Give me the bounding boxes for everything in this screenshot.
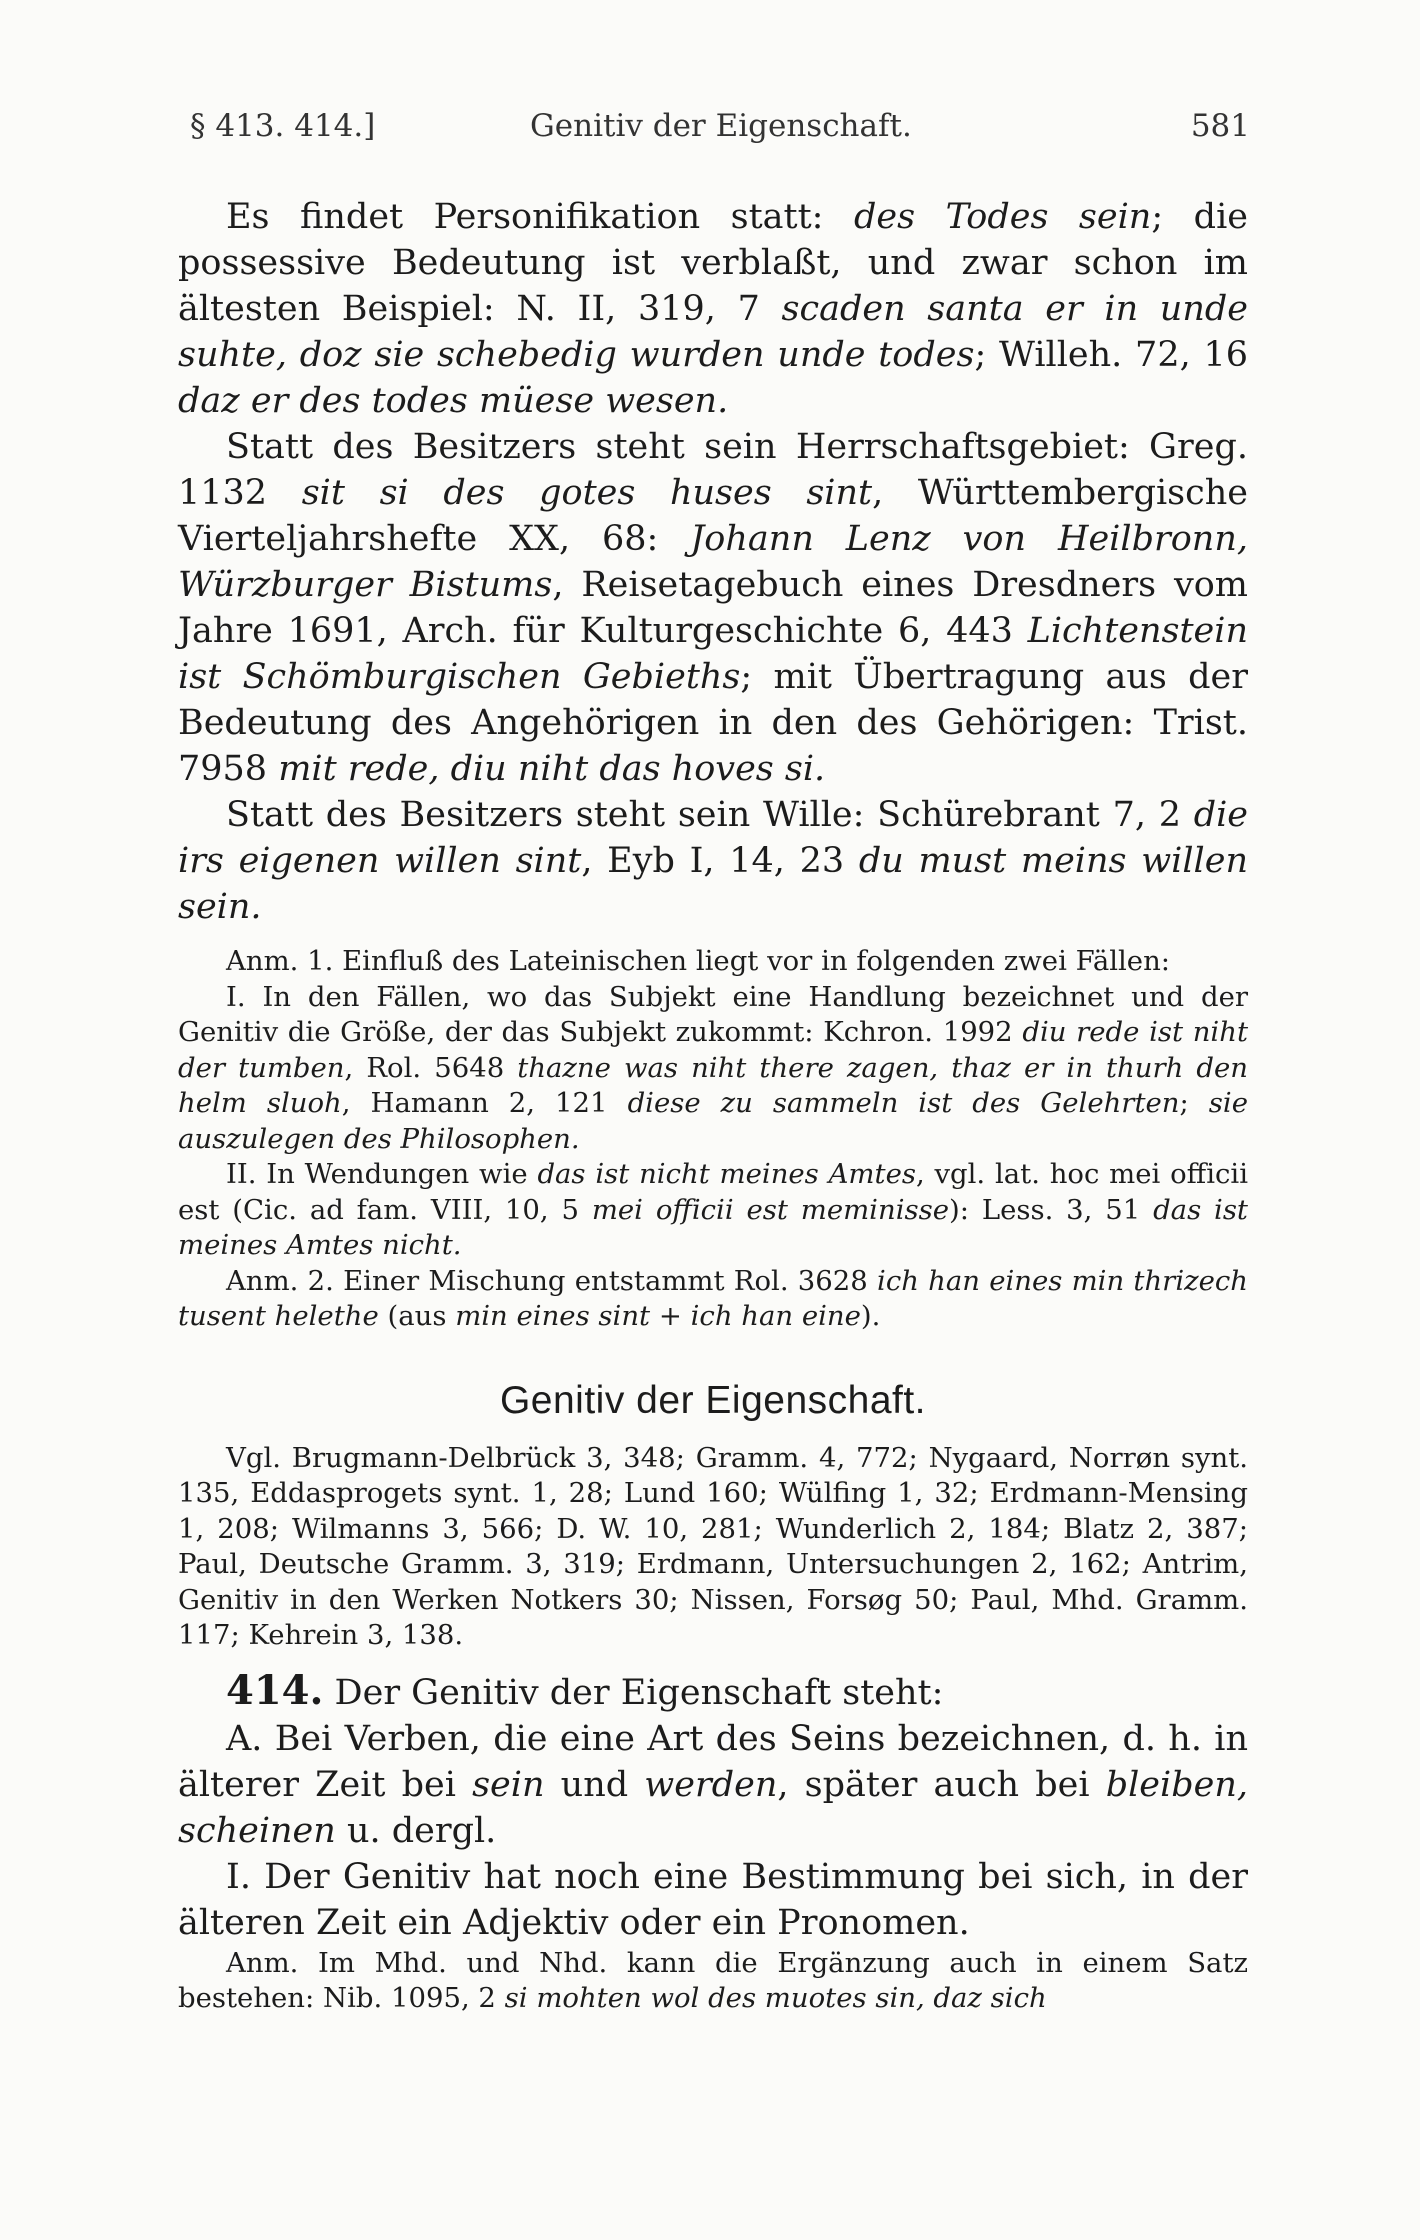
note-anm-2: Anm. 2. Einer Mischung entstammt Rol. 3628 ich han eines min thrizech tusent helethe (aus min eines sint + ich han eine). <box>178 1264 1249 1332</box>
section-number: 414. <box>226 1666 324 1714</box>
section-heading: Genitiv der Eigenschaft. <box>499 1378 927 1422</box>
paragraph-wille: Statt des Besitzers steht sein Wille: Schürebrant 7, 2 die irs eigenen willen sint, Eyb I, 14, 23 du must meins willen sein. <box>178 795 1248 927</box>
section-414-title: 414. Der Genitiv der Eigenschaft steht: <box>226 1666 944 1714</box>
paragraph-a: A. Bei Verben, die eine Art des Seins bezeichnen, d. h. in älterer Zeit bei sein und werden, später auch bei bleiben, scheinen u. dergl. <box>178 1718 1248 1851</box>
note-anm-1: Anm. 1. Einfluß des Lateinischen liegt vor in folgenden zwei Fällen: <box>226 945 1171 977</box>
note-anm-1-ii: II. In Wendungen wie das ist nicht meines Amtes, vgl. lat. hoc mei officii est (Cic. ad fam. VIII, 10, 5 mei officii est meminisse): Less. 3, 51 das ist meines Amtes nicht. <box>178 1158 1248 1261</box>
running-title: Genitiv der Eigenschaft. <box>530 108 912 144</box>
page-number: 581 <box>1190 108 1250 144</box>
bibliography-references: Vgl. Brugmann-Delbrück 3, 348; Gramm. 4, 772; Nygaard, Norrøn synt. 135, Eddasprogets synt. 1, 28; Lund 160; Wülfing 1, 32; Erdmann-Mensing 1, 208; Wilmanns 3, 566; D. W. 10, 281; Wunderlich 2, 184; Blatz 2, 387; Paul, Deutsche Gramm. 3, 319; Erdmann, Untersuchungen 2, 162; Antrim, Genitiv in den Werken Notkers 30; Nissen, Forsøg 50; Paul, Mhd. Gramm. 117; Kehrein 3, 138. <box>178 1441 1248 1651</box>
paragraph-i: I. Der Genitiv hat noch eine Bestimmung bei sich, in der älteren Zeit ein Adjektiv oder ein Pronomen. <box>178 1856 1248 1943</box>
section-marker: § 413. 414.] <box>190 108 376 144</box>
body-text <box>178 194 1248 2017</box>
paragraph-personification: Es findet Personifikation statt: des Todes sein; die possessive Bedeutung ist verblaßt, und zwar schon im ältesten Beispiel: N. II, 319, 7 scaden santa er in unde suhte, doz sie schebedig wurden unde todes; Willeh. 72, 16 daz er des todes müese wesen. <box>178 197 1248 421</box>
note-anm-3: Anm. Im Mhd. und Nhd. kann die Ergänzung auch in einem Satz bestehen: Nib. 1095, 2 si mohten wol des muotes sin, daz sich <box>178 1946 1248 2014</box>
note-anm-1-i: I. In den Fällen, wo das Subjekt eine Handlung bezeichnet und der Genitiv die Größe, der das Subjekt zukommt: Kchron. 1992 diu rede ist niht der tumben, Rol. 5648 thazne was niht there zagen, thaz er in thurh den helm sluoh, Hamann 2, 121 diese zu sammeln ist des Gelehrten; sie auszulegen des Philosophen. <box>178 980 1248 1155</box>
paragraph-herrschaftsgebiet: Statt des Besitzers steht sein Herrschaftsgebiet: Greg. 1132 sit si des gotes huses sint, Württembergische Vierteljahrshefte XX, 68: Johann Lenz von Heilbronn, Würzburger Bistums, Reisetagebuch eines Dresdners vom Jahre 1691, Arch. für Kulturgeschichte 6, 443 Lichtenstein ist Schömburgischen Gebieths; mit Übertragung aus der Bedeutung des Angehörigen in den des Gehörigen: Trist. 7958 mit rede, diu niht das hoves si. <box>178 427 1248 789</box>
